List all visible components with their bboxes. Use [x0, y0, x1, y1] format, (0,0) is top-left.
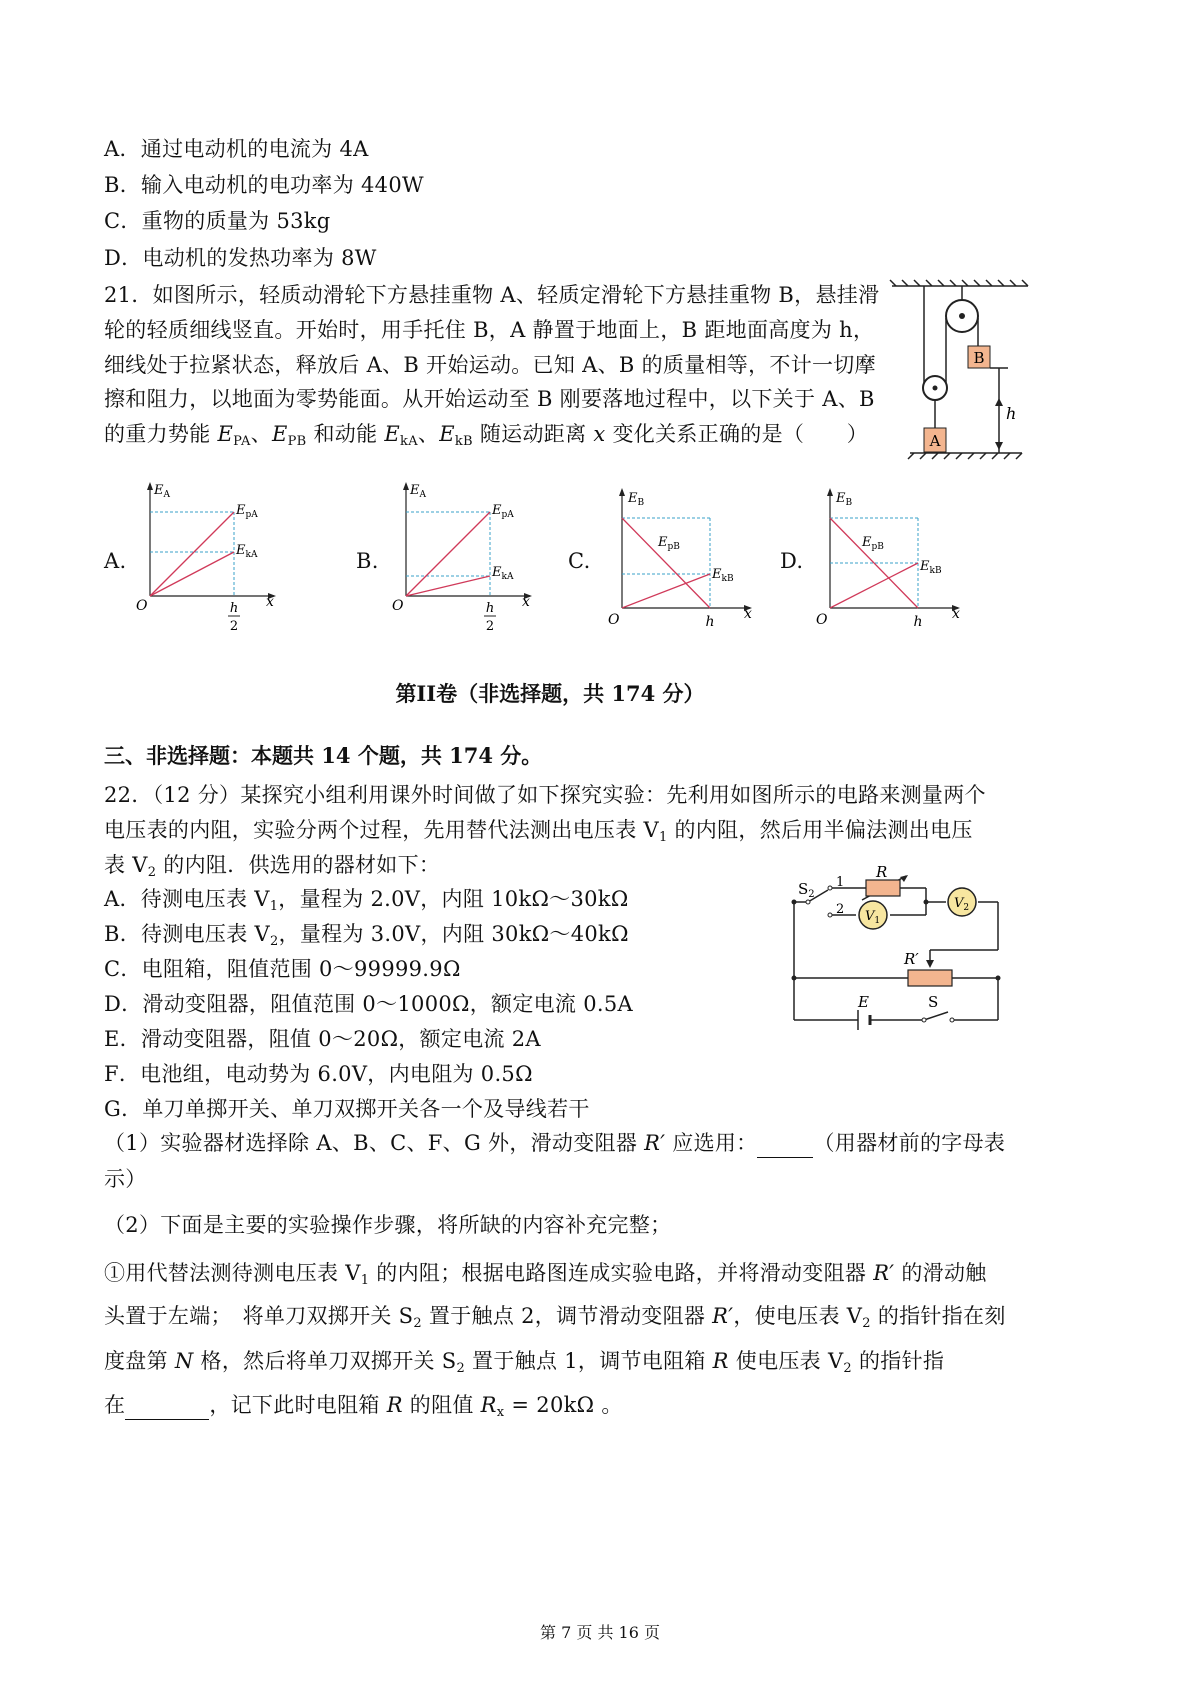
graph-b-curve2: $E_{kA}$: [492, 565, 514, 582]
part2-title: 第II卷（非选择题，共 174 分）: [395, 681, 705, 706]
q20-option-a: A．通过电动机的电流为 4A: [104, 137, 369, 161]
circuit-pos1-label: 1: [836, 875, 845, 890]
q22-option-a: A．待测电压表 $V_1$，量程为 2.0V，内阻 10kΩ～30kΩ: [104, 887, 629, 914]
graph-b: [380, 480, 540, 640]
graph-b-ylabel: $E_A$: [410, 483, 426, 500]
graph-d-ylabel: $E_B$: [836, 491, 853, 508]
graph-c-curve1: $E_{pB}$: [658, 535, 680, 552]
graph-d-curve1: $E_{pB}$: [862, 535, 884, 552]
q22-line-2: 电压表的内阻，实验分两个过程，先用替代法测出电压表 $V_1$ 的内阻，然后用半偏法测出电压: [104, 818, 973, 845]
q22-part2-line: （2）下面是主要的实验操作步骤，将所缺的内容补充完整；: [104, 1213, 672, 1237]
q21-line-2: 轮的轻质细线竖直。开始时，用手托住 B，A 静置于地面上，B 距地面高度为 h，: [104, 318, 875, 342]
graph-d-ep-line: [830, 518, 918, 608]
answer-blank-2[interactable]: [125, 1399, 209, 1420]
graph-c-curve2: $E_{kB}$: [712, 567, 734, 584]
graph-a-curve2: $E_{kA}$: [236, 543, 258, 560]
circuit-r-label: R: [876, 863, 888, 881]
graph-c-xlabel: x: [744, 606, 752, 622]
circuit-e-label: E: [858, 993, 869, 1011]
page-footer: 第 7 页 共 16 页: [540, 1623, 660, 1642]
graph-d: [800, 486, 965, 636]
circuit-r-prime-label: R′: [904, 950, 919, 968]
graph-c: [592, 486, 757, 636]
q20-option-d: D．电动机的发热功率为 8W: [104, 246, 377, 270]
graph-b-ek-line: [406, 576, 490, 596]
h-label: h: [1006, 404, 1017, 423]
graph-option-b: B.: [356, 549, 379, 573]
circuit-v2-label: $V_2$: [954, 896, 970, 913]
graph-b-xlabel: x: [522, 594, 530, 610]
q22-option-f: F．电池组，电动势为 6.0V，内电阻为 0.5Ω: [104, 1062, 533, 1086]
circuit-pos2-label: 2: [836, 902, 845, 917]
q22-line-1: 22．（12 分）某探究小组利用课外时间做了如下探究实验：先利用如图所示的电路来测量两个: [104, 783, 986, 807]
q22-part1-line: （1）实验器材选择除 A、B、C、F、G 外，滑动变阻器 R′ 应选用： （用器材前的字母表: [104, 1128, 1005, 1158]
section3-title: 三、非选择题：本题共 14 个题，共 174 分。: [104, 743, 543, 768]
graph-d-curve2: $E_{kB}$: [920, 559, 942, 576]
graph-b-origin: O: [392, 598, 404, 614]
circuit-diagram: [786, 863, 1006, 1030]
q22-step1-line: ①用代替法测待测电压表 $V_1$ 的内阻；根据电路图连成实验电路，并将滑动变阻器 R′ 的滑动触: [104, 1261, 987, 1288]
q22-option-e: E．滑动变阻器，阻值 0～20Ω，额定电流 2A: [104, 1027, 541, 1051]
graph-a-curve1: $E_{pA}$: [236, 503, 258, 520]
graph-a-tick-den: 2: [229, 619, 239, 634]
graph-d-ek-line: [830, 563, 918, 608]
q22-option-g: G．单刀单掷开关、单刀双掷开关各一个及导线若干: [104, 1097, 590, 1121]
graph-a-tick-num: h: [229, 601, 239, 616]
graph-c-origin: O: [608, 612, 620, 628]
graph-c-ylabel: $E_B$: [628, 491, 645, 508]
q22-part1-line-2: 示）: [104, 1167, 147, 1191]
circuit-s-label: S: [928, 993, 939, 1011]
graph-b-curve1: $E_{pA}$: [492, 503, 514, 520]
graph-option-c: C.: [568, 549, 591, 573]
graph-a-ylabel: $E_A$: [154, 483, 170, 500]
q20-option-b: B．输入电动机的电功率为 440W: [104, 173, 424, 197]
q22-option-b: B．待测电压表 $V_2$，量程为 3.0V，内阻 30kΩ～40kΩ: [104, 922, 629, 949]
graph-d-origin: O: [816, 612, 828, 628]
q22-line-3: 表 $V_2$ 的内阻．供选用的器材如下：: [104, 853, 441, 880]
graph-a: [124, 480, 284, 640]
graph-a-xlabel: x: [266, 594, 274, 610]
q21-line-1: 21．如图所示，轻质动滑轮下方悬挂重物 A、轻质定滑轮下方悬挂重物 B，悬挂滑: [104, 283, 880, 307]
graph-d-tick: h: [913, 614, 923, 630]
block-b-label: B: [973, 349, 985, 367]
graph-b-ep-line: [406, 512, 490, 596]
q21-line-4: 擦和阻力，以地面为零势能面。从开始运动至 B 刚要落地过程中，以下关于 A、B: [104, 387, 875, 411]
graph-c-ep-line: [622, 518, 710, 608]
graph-c-ek-line: [622, 574, 710, 608]
answer-blank-1[interactable]: [757, 1137, 813, 1158]
graph-a-origin: O: [136, 598, 148, 614]
block-a-label: A: [929, 432, 941, 450]
q22-step1-line-2: 头置于左端； 将单刀双掷开关 $S_2$ 置于触点 2，调节滑动变阻器 R′，使电压表 $V_2$ 的指针指在刻: [104, 1304, 1006, 1331]
pulley-figure: [890, 278, 1030, 468]
graph-a-ep-line: [150, 512, 234, 596]
circuit-v1-label: $V_1$: [865, 909, 881, 926]
q21-line-5: 的重力势能 $E_{PA}$、$E_{PB}$ 和动能 $E_{kA}$、$E_{kB}$ 随运动距离 x 变化关系正确的是（ ）: [104, 422, 869, 449]
graph-option-a: A.: [104, 549, 127, 573]
q22-option-d: D．滑动变阻器，阻值范围 0～1000Ω，额定电流 0.5A: [104, 992, 633, 1016]
circuit-s2-label: $S_2$: [798, 880, 815, 900]
q22-step1-line-3: 度盘第 N 格，然后将单刀双掷开关 $S_2$ 置于触点 1，调节电阻箱 R 使电压表 $V_2$ 的指针指: [104, 1349, 945, 1376]
graph-a-ek-line: [150, 552, 234, 596]
q21-line-3: 细线处于拉紧状态，释放后 A、B 开始运动。已知 A、B 的质量相等，不计一切摩: [104, 353, 876, 377]
graph-b-tick-den: 2: [485, 619, 495, 634]
graph-option-d: D.: [780, 549, 804, 573]
q22-step1-line-4: 在 ，记下此时电阻箱 R 的阻值 $R_x = 20k\Omega$ 。: [104, 1393, 623, 1420]
graph-c-tick: h: [705, 614, 715, 630]
q20-option-c: C．重物的质量为 53kg: [104, 209, 331, 233]
graph-b-tick-num: h: [485, 601, 495, 616]
q22-option-c: C．电阻箱，阻值范围 0～99999.9Ω: [104, 957, 461, 981]
graph-d-xlabel: x: [952, 606, 960, 622]
